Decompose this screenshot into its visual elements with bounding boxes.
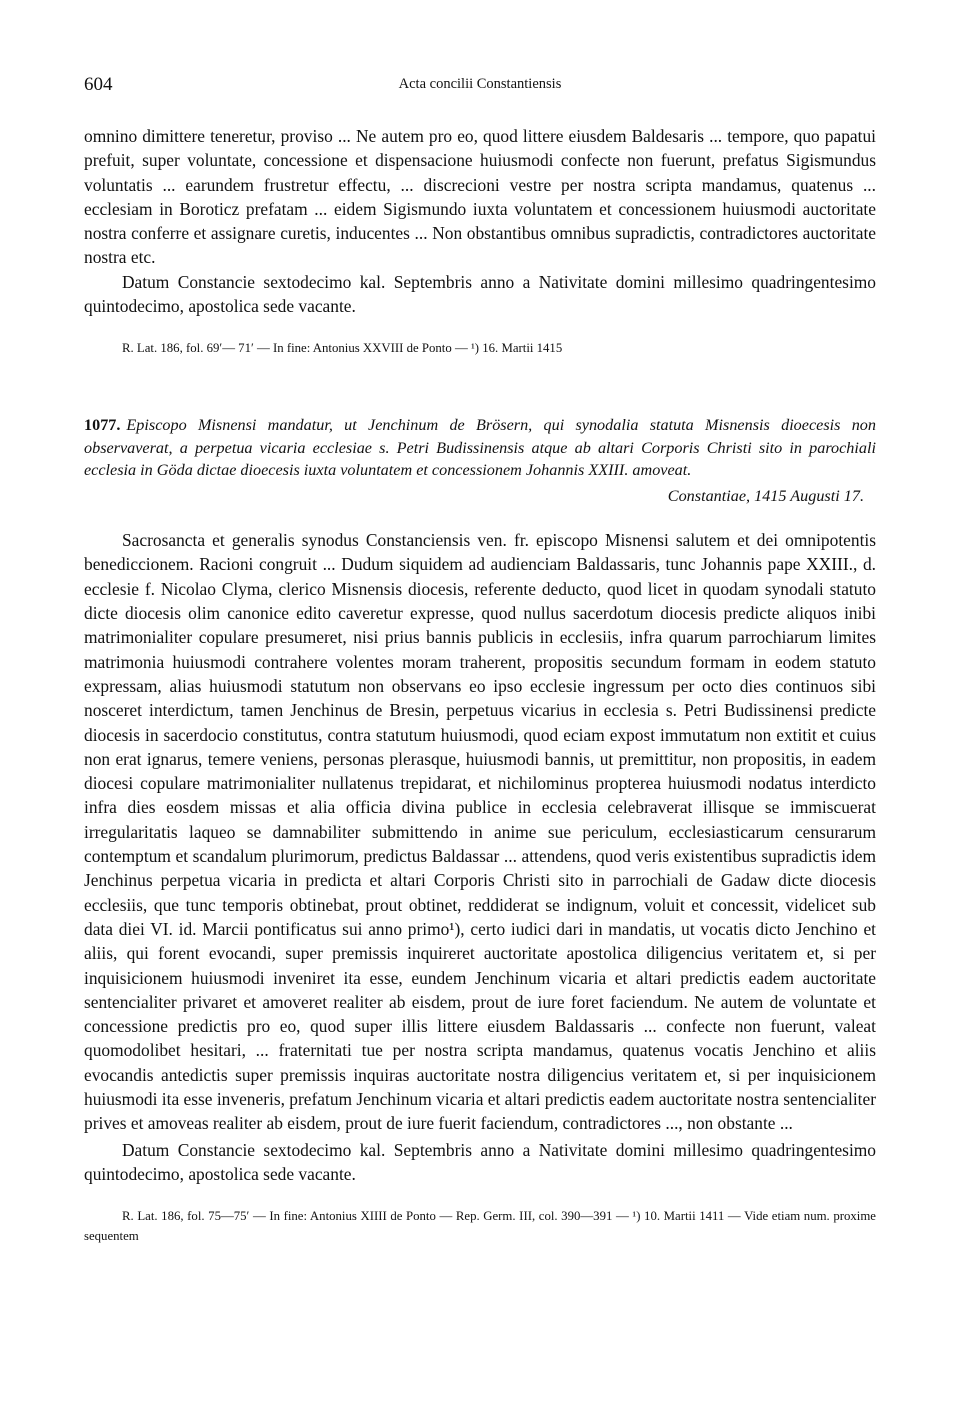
entry-summary-text: Episcopo Misnensi mandatur, ut Jenchinum de Brösern, qui synodalia statuta Misnensis dioecesis non observaverat, a perpetua vicaria ecclesiae s. Petri Budissinensis atque ab altari Corporis Christi sito in parochiali ecclesia in Göda dictae dioecesis iuxta voluntatem et concessionem Johannis XXIII. amoveat.	[84, 416, 876, 480]
dating-clause: Datum Constancie sextodecimo kal. Septembris anno a Nativitate domini millesimo quadringentesimo quintodecimo, apostolica sede vacante.	[84, 1139, 876, 1184]
source-reference: R. Lat. 186, fol. 75—75′ — In fine: Antonius XIIII de Ponto — Rep. Germ. III, col. 390—391 — ¹) 10. Martii 1411 — Vide etiam num. proxime sequentem	[84, 1209, 876, 1244]
page-header	[84, 74, 876, 100]
entry-number: 1077.	[84, 416, 121, 435]
page-body	[84, 124, 876, 1246]
continued-text-paragraph: omnino dimittere teneretur, proviso ... Ne autem pro eo, quod littere eiusdem Baldesaris ... tempore, quo papatui prefuit, super voluntate, concessione et dispensacione huiusmodi confecte non fuerunt, prefatus Sigismundus voluntatis ... earundem frustretur effectu, ... discrecioni vestre per nostra scripta mandamus, quatenus ... ecclesiam in Boroticz prefatam ... eidem Sigismundo iuxta voluntatem et concessionem huiusmodi auctoritate nostra conferre et assignare curetis, inducentes ... Non obstantibus omnibus supradictis, contradictores auctoritate nostra etc.	[84, 126, 876, 268]
entry-place-date: Constantiae, 1415 Augusti 17.	[667, 486, 864, 505]
entry-summary	[84, 414, 876, 482]
dating-clause: Datum Constancie sextodecimo kal. Septembris anno a Nativitate domini millesimo quadringentesimo quintodecimo, apostolica sede vacante.	[84, 271, 876, 317]
source-reference: R. Lat. 186, fol. 69′— 71′ — In fine: Antonius XXVIII de Ponto — ¹) 16. Martii 1415	[122, 341, 563, 356]
page-number: 604	[84, 74, 113, 95]
letter-text-paragraph: Sacrosancta et generalis synodus Constanciensis ven. fr. episcopo Misnensi salutem et dei omnipotentis benediccionem. Racioni congruit ... Dudum siquidem ad audienciam Baldassaris, tunc Johannis pape XXIII., d. ecclesie f. Nicolao Clyma, clerico Misnensis diocesis, referente deducto, quod licet in quodam synodali statuto dicte diocesis olim canonice edito caveretur expresse, quod nullus sacerdotum diocesis predicte aliquos inibi matrimonialiter copulare presumeret, nisi prius bannis publicis in ecclesiis, infra quarum parrochiarum limites matrimonia huiusmodi contrahere volentes moram traherent, propositis secundum formam in eodem statuto expressam, alias huiusmodi statutum non observans eo ipso ecclesie ingressum per octo dies continuos sibi nosceret interdictum, tamen Jenchinus de Bresin, perpetuus vicarius in ecclesia s. Petri Budissinensi predicte diocesis in sacerdocio constitutus, contra statutum huiusmodi, quod eciam expost immutatum non extitit et cuius non erat ignarus, temere veniens, personas plerasque, huiusmodi bannis, ut premittitur, non propositis, in eadem diocesi copulare matrimonialiter nullatenus trepidarat, et nichilominus propterea huiusmodi nodatus interdicto infra dies eosdem missas et alia officia divina publice in ecclesia celebraverat illisque se immiscuerat irregularitatis laqueo se damnabiliter submittendo in anime sue periculum, ecclesiasticarum censurarum contemptum et scandalum plurimorum, predictus Baldassar ... attendens, quod veris existentibus supradictis idem Jenchinus perpetua vicaria in predicta et altari Corporis Christi sito in parrochiali de Gadaw dicte diocesis ecclesiis, que tunc temporis obtinebat, prout obtinet, reddiderat se indignum, voluit et concessit, videlicet sub data diei VI. id. Marcii pontificatus sui anno primo¹), certo iudici dari in mandatis, ut vocatis dicto Jenchino et aliis, qui forent evocandi, super premissis inquireret auctoritate apostolica diligencius veritatem et, si per inquisicionem huiusmodi inveniret ita esse, eundem Jenchinum vicaria et altari predictis eadem auctoritate sentencialiter privaret et amoveret realiter ab eisdem, prout de iure foret faciendum. Ne autem de voluntate et concessione predictis pro eo, quod super illis littere eiusdem Baldassaris ... confecte non fuerunt, valeat quomodolibet hesitari, ... fraternitati tue per nostra scripta mandamus, quatenus vocatis Jenchino et aliis evocandis antedictis super premissis inquiras auctoritate nostra diligencius veritatem et, si per inquisicionem huiusmodi ita esse inveneris, prefatum Jenchinum vicaria et altari predictis eadem auctoritate nostra sentencialiter prives et amoveas realiter ab eisdem, prout de iure fuerit faciendum, contradictores ..., non obstante ...	[84, 530, 876, 1134]
running-title: Acta concilii Constantiensis	[398, 76, 562, 92]
